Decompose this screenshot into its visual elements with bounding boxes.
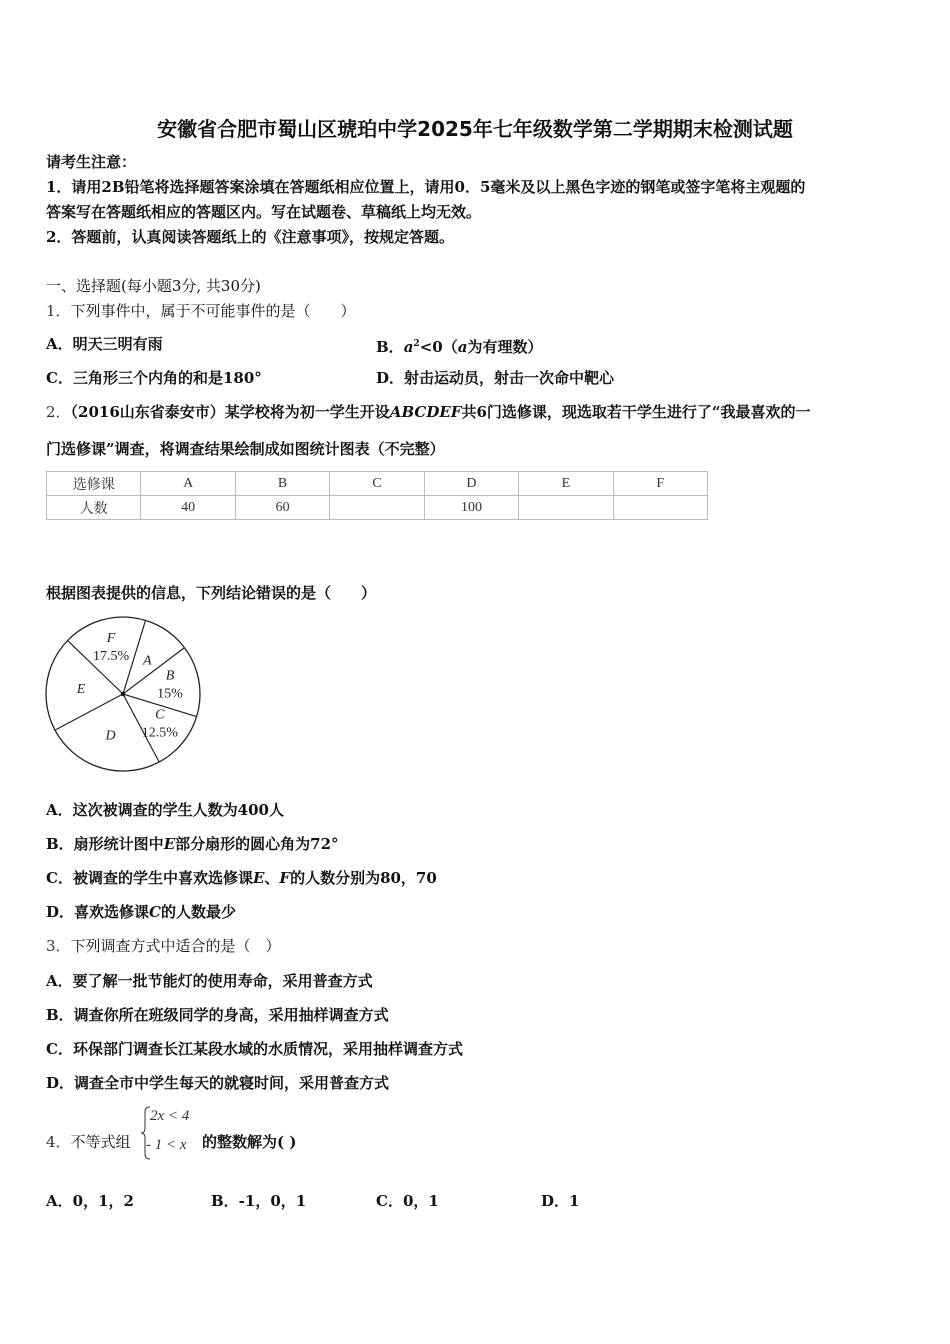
notice-heading: 请考生注意： <box>46 153 137 171</box>
survey-table <box>46 471 708 520</box>
q2-prompt: 根据图表提供的信息，下列结论错误的是（ ） <box>46 584 377 602</box>
pie-slice-percent: 12.5% <box>141 725 178 741</box>
q1-option-d: D．射击运动员，射击一次命中靶心 <box>376 369 615 387</box>
table-row <box>47 496 708 520</box>
table-header-cell: F <box>613 472 707 496</box>
q2-option-c: C．被调查的学生中喜欢选修课E、F的人数分别为80，70 <box>46 869 437 887</box>
table-cell: 100 <box>424 496 518 520</box>
q2-option-d: D．喜欢选修课C的人数最少 <box>46 903 236 921</box>
q4-option-a: A．0，1，2 <box>46 1192 134 1210</box>
pie-slice-percent: 17.5% <box>92 648 130 664</box>
pie-center <box>121 692 125 696</box>
pie-slice-label: D <box>105 728 116 744</box>
page-title: 安徽省合肥市蜀山区琥珀中学2025年七年级数学第二学期期末检测试题 <box>157 117 793 141</box>
table-header-cell: C <box>330 472 424 496</box>
q1-option-b: B．$a^2<0(a$为有理数） <box>376 338 543 356</box>
table-header-cell: A <box>141 472 235 496</box>
table-cell: 40 <box>141 496 235 520</box>
pie-slice-boundary <box>55 694 123 730</box>
q4-option-c: C．0，1 <box>376 1192 439 1210</box>
table-header-cell: E <box>519 472 613 496</box>
q1-number: 1． <box>46 302 71 320</box>
q4-option-b: B．-1，0，1 <box>211 1192 307 1210</box>
pie-chart <box>44 615 204 775</box>
q4-stem-suffix: 的整数解为( ) <box>202 1133 297 1151</box>
pie-slice-label: F <box>106 630 116 646</box>
table-cell <box>613 496 707 520</box>
notice-line-1: 1．请用2B铅笔将选择题答案涂填在答题纸相应位置上，请用0．5毫米及以上黑色字迹的钢笔或签字笔将主观题的 <box>46 178 806 196</box>
pie-slice-label: B <box>165 668 175 684</box>
q2-option-a: A．这次被调查的学生人数为400人 <box>46 801 284 819</box>
q2-option-b: B．扇形统计图中E部分扇形的圆心角为72° <box>46 835 339 853</box>
table-header-cell: 选修课 <box>47 472 141 496</box>
notice-line-2: 2．答题前，认真阅读答题纸上的《注意事项》，按规定答题。 <box>46 228 454 246</box>
q1-stem <box>46 300 356 322</box>
pie-slice-label: A <box>143 653 152 669</box>
table-cell: 60 <box>235 496 329 520</box>
inequality-2: - 1 < x <box>146 1137 187 1153</box>
q4-option-d: D．1 <box>541 1192 580 1210</box>
table-row <box>47 472 708 496</box>
inequality-1: 2x < 4 <box>150 1108 190 1124</box>
q2-stem-line-1: 2．（2016山东省泰安市）某学校将为初一学生开设ABCDEF共6门选修课，现选取若干学生进行了“我最喜欢的一 <box>46 403 811 421</box>
q1-option-a: A．明天三明有雨 <box>46 335 163 353</box>
q1-text: 下列事件中，属于不可能事件的是（ ） <box>70 302 356 320</box>
q3-option-d: D．调查全市中学生每天的就寝时间，采用普查方式 <box>46 1074 390 1092</box>
q2-stem-line-2: 门选修课”调查，将调查结果绘制成如图统计图表（不完整） <box>46 440 445 458</box>
pie-slice-percent: 15% <box>157 686 183 702</box>
notice-line-1b: 答案写在答题纸相应的答题区内。写在试题卷、草稿纸上均无效。 <box>46 203 482 221</box>
table-header-cell: D <box>424 472 518 496</box>
table-cell <box>330 496 424 520</box>
pie-slice-label: C <box>155 707 165 723</box>
table-header-cell: B <box>235 472 329 496</box>
table-cell <box>519 496 613 520</box>
q3-option-a: A．要了解一批节能灯的使用寿命，采用普查方式 <box>46 972 373 990</box>
q3-option-c: C．环保部门调查长江某段水域的水质情况，采用抽样调查方式 <box>46 1040 463 1058</box>
q3-option-b: B．调查你所在班级同学的身高，采用抽样调查方式 <box>46 1006 389 1024</box>
q1-option-c: C．三角形三个内角的和是180° <box>46 369 262 387</box>
table-cell: 人数 <box>47 496 141 520</box>
section-heading: 一、选择题(每小题3分, 共30分) <box>46 277 261 295</box>
q4-stem-prefix: 4．不等式组 <box>46 1133 131 1151</box>
q3-stem: 3．下列调查方式中适合的是（ ） <box>46 937 281 955</box>
pie-slice-label: E <box>76 682 86 698</box>
